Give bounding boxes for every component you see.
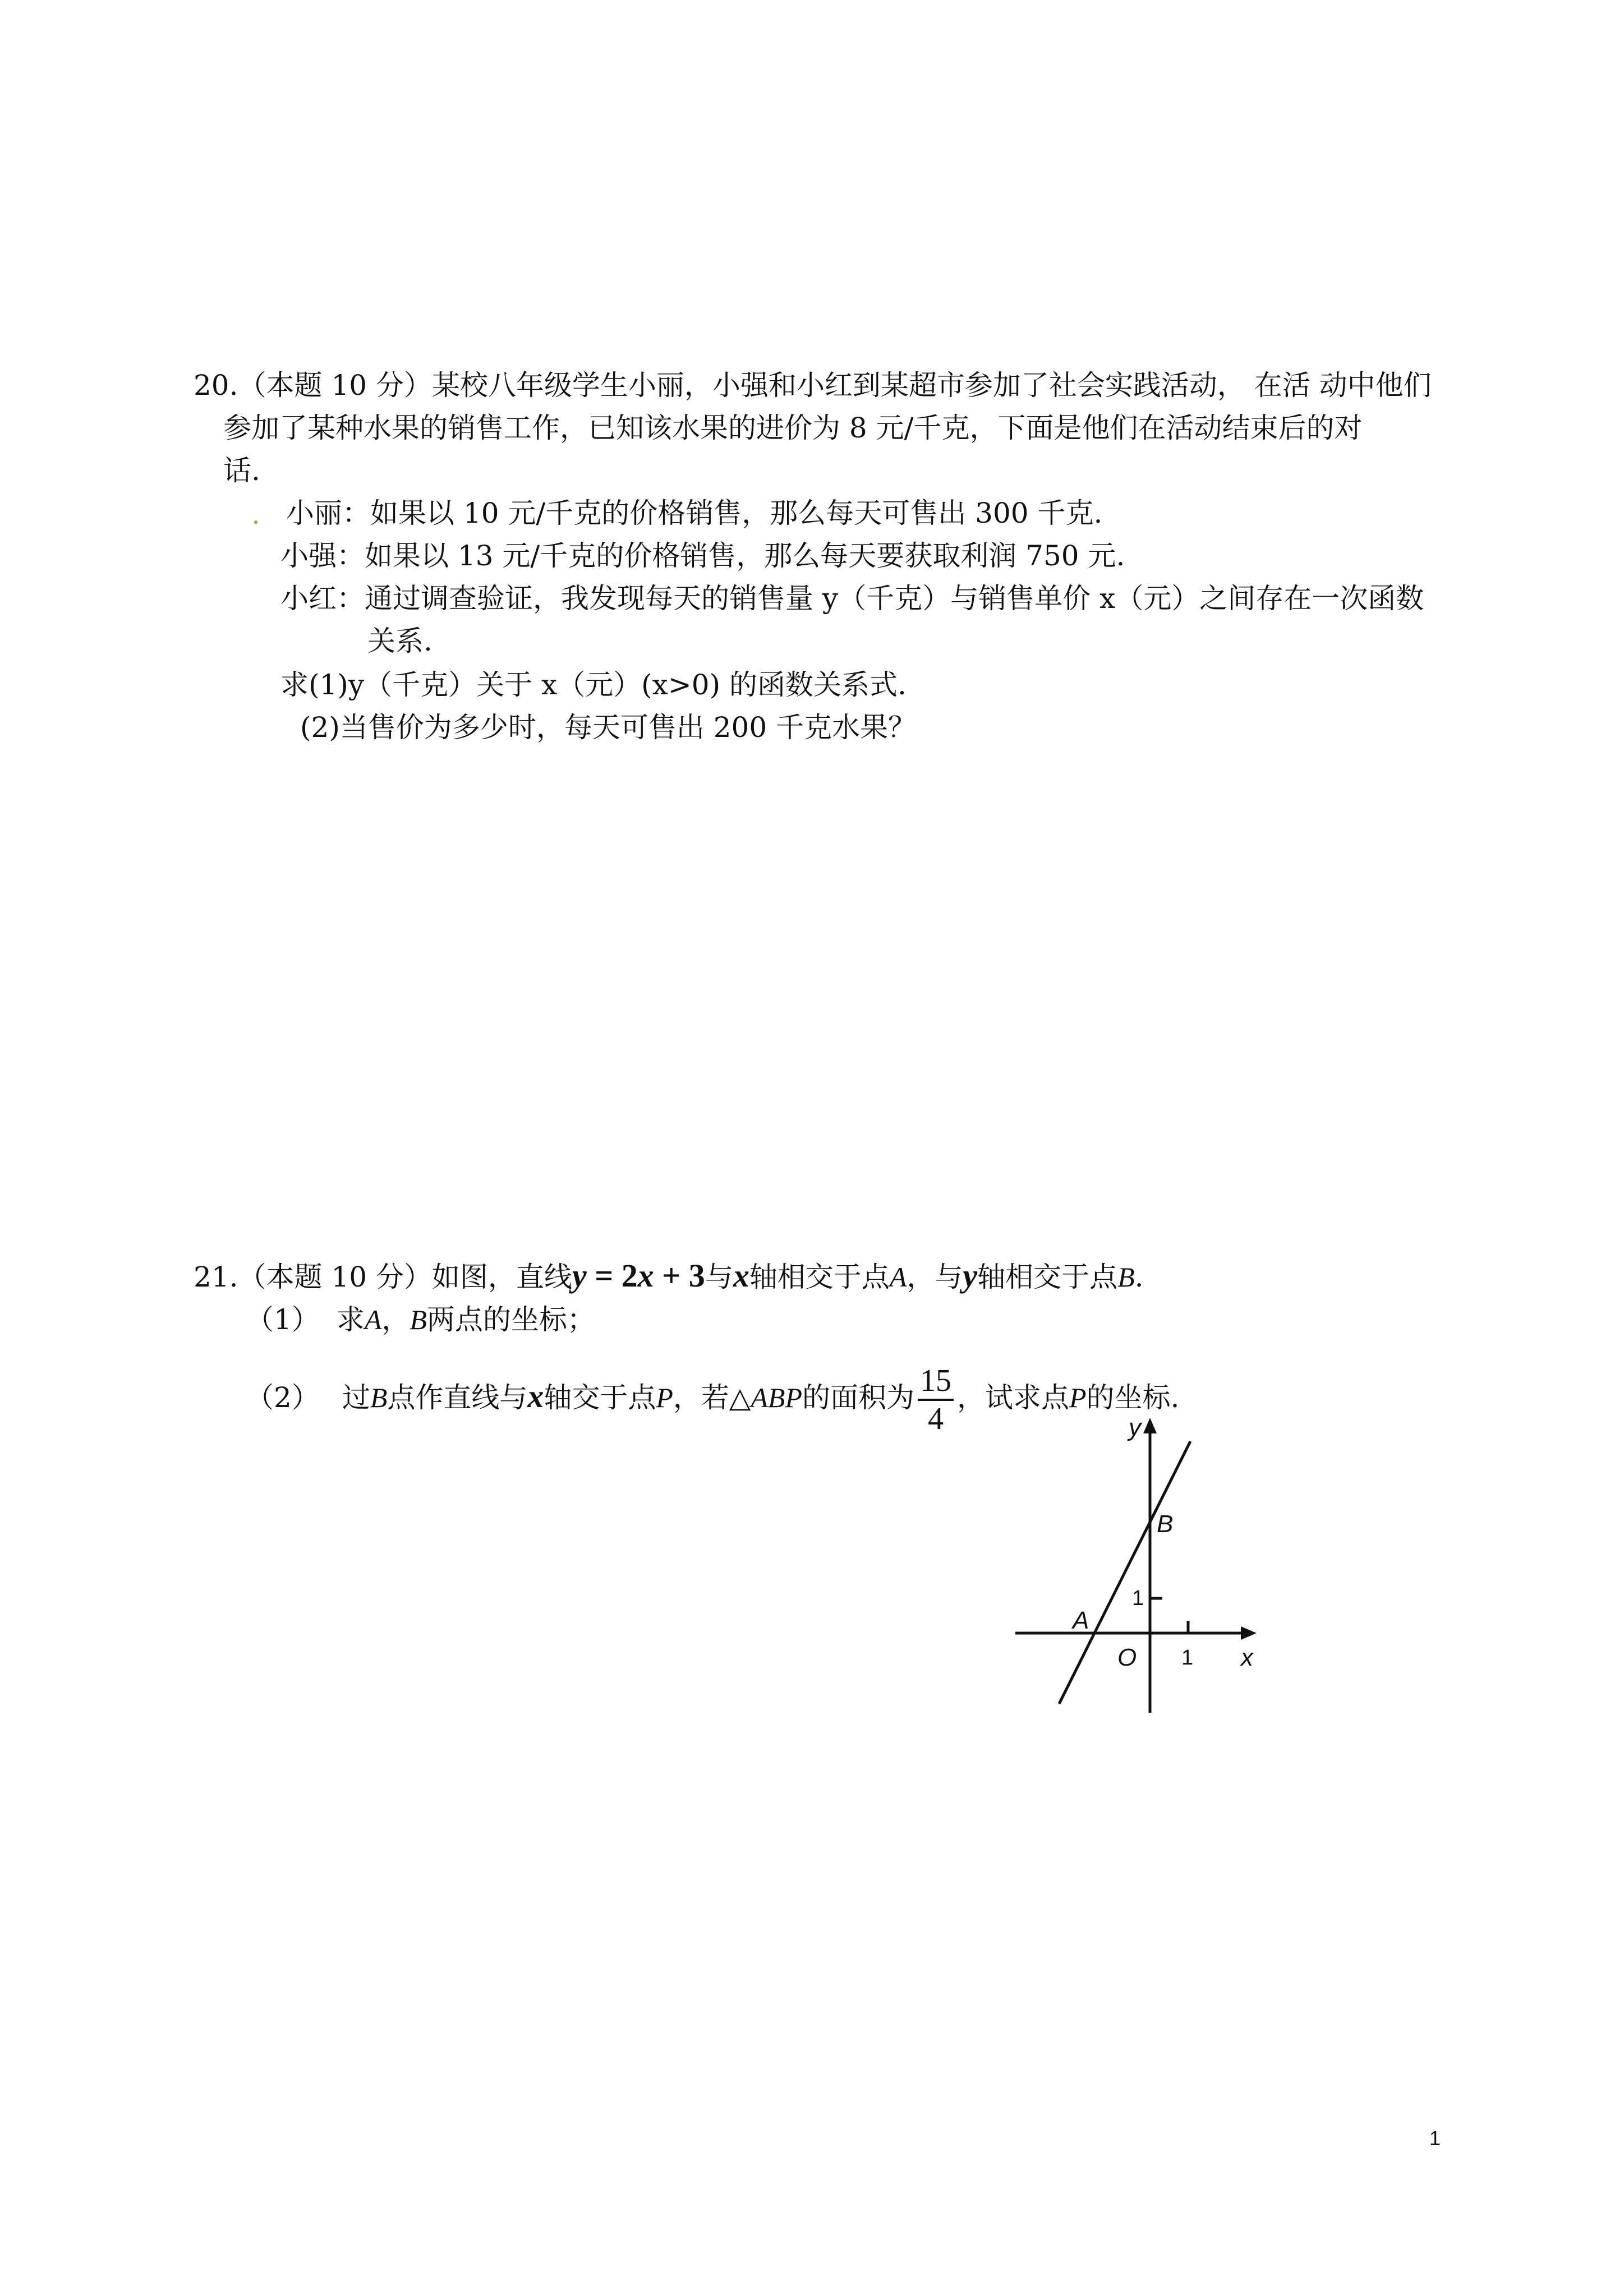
q20-line-3: 话. bbox=[223, 454, 260, 487]
q21-end: . bbox=[1134, 1261, 1144, 1293]
label-y: y bbox=[1129, 1414, 1141, 1441]
q20-xiaoli: 小丽：如果以 10 元/千克的价格销售，那么每天可售出 300 千克. bbox=[286, 497, 1103, 529]
q21-part-2-b: B bbox=[370, 1382, 388, 1413]
q21-part-2-p: P bbox=[656, 1382, 673, 1413]
label-x: x bbox=[1241, 1644, 1253, 1671]
q21-part-1-comma: ， bbox=[381, 1303, 410, 1336]
q20-xiaohong-1: 小红：通过调查验证，我发现每天的销售量 y（千克）与销售单价 x（元）之间存在一次函数 bbox=[280, 582, 1424, 615]
q20-line-1: 20.（本题 10 分）某校八年级学生小丽，小强和小红到某超市参加了社会实践活动， 在活 动中他们 bbox=[194, 369, 1432, 402]
q21-eq-x: x bbox=[637, 1257, 654, 1294]
q21-part-1 bbox=[246, 1300, 595, 1339]
q21-eq-y: y bbox=[572, 1257, 587, 1294]
q20-marker-dot: . bbox=[251, 498, 260, 531]
q21-eq-mid: = 2 bbox=[586, 1257, 638, 1294]
q21-part-2-number: （2） bbox=[246, 1381, 320, 1414]
q21-part-2-a: 过 bbox=[342, 1381, 370, 1414]
label-point-b: B bbox=[1157, 1510, 1174, 1538]
q21-part-2-abp: ABP bbox=[751, 1382, 802, 1413]
q21-part-2-f: 的面积为 bbox=[802, 1381, 914, 1414]
q21-part-1-pre: 求 bbox=[336, 1303, 365, 1336]
fraction-denominator: 4 bbox=[928, 1401, 944, 1436]
q21-part-2-c: 点作直线与 bbox=[387, 1381, 528, 1414]
q21-part-2-h: 的坐标. bbox=[1086, 1381, 1180, 1414]
q21-mid-3: ，与 bbox=[907, 1261, 963, 1293]
label-origin: O bbox=[1117, 1644, 1137, 1671]
q21-mid-1: 与 bbox=[705, 1261, 733, 1293]
q21-point-b: B bbox=[1117, 1261, 1135, 1293]
fraction-numerator: 15 bbox=[918, 1363, 954, 1401]
q21-part-2-d: 轴交于点 bbox=[544, 1381, 656, 1414]
q20-line-2: 参加了某种水果的销售工作，已知该水果的进价为 8 元/千克，下面是他们在活动结束后的对 bbox=[223, 412, 1363, 444]
label-point-a: A bbox=[1073, 1607, 1089, 1634]
fraction-15-over-4 bbox=[918, 1363, 954, 1437]
q20-ask-1: 求(1)y（千克）关于 x（元）(x>0) 的函数关系式. bbox=[280, 668, 907, 701]
q21-part-2-g: ，试求点 bbox=[957, 1381, 1069, 1414]
q21-part-1-b: B bbox=[410, 1304, 427, 1335]
q21-axis-x: x bbox=[733, 1257, 749, 1294]
q21-axis-y: y bbox=[963, 1257, 978, 1294]
q21-line-1 bbox=[194, 1256, 1144, 1297]
q21-part-2-x: x bbox=[527, 1378, 544, 1414]
q21-mid-2: 轴相交于点 bbox=[749, 1261, 890, 1293]
x-axis-arrow bbox=[1241, 1626, 1257, 1640]
q20-ask-2: (2)当售价为多少时，每天可售出 200 千克水果？ bbox=[300, 711, 917, 744]
coordinate-figure bbox=[1010, 1413, 1279, 1716]
q21-mid-4: 轴相交于点 bbox=[977, 1261, 1118, 1293]
q20-xiaoqiang: 小强：如果以 13 元/千克的价格销售，那么每天要获取利润 750 元. bbox=[280, 540, 1125, 572]
q21-part-2-e: ，若△ bbox=[673, 1381, 751, 1414]
q21-eq-end: + 3 bbox=[654, 1257, 705, 1294]
q21-part-2-p2: P bbox=[1069, 1382, 1087, 1413]
q21-part-1-number: （1） bbox=[246, 1303, 320, 1336]
q21-part-1-post: 两点的坐标； bbox=[426, 1303, 595, 1336]
y-axis-arrow bbox=[1143, 1418, 1157, 1433]
q21-part-1-a: A bbox=[364, 1304, 382, 1335]
q21-point-a: A bbox=[889, 1261, 907, 1293]
label-tick-y-1: 1 bbox=[1132, 1587, 1144, 1610]
page-number: 1 bbox=[1429, 2127, 1441, 2150]
q21-prefix: 21.（本题 10 分）如图，直线 bbox=[194, 1261, 572, 1293]
q20-xiaohong-2: 关系. bbox=[367, 625, 433, 657]
label-tick-x-1: 1 bbox=[1181, 1646, 1194, 1670]
